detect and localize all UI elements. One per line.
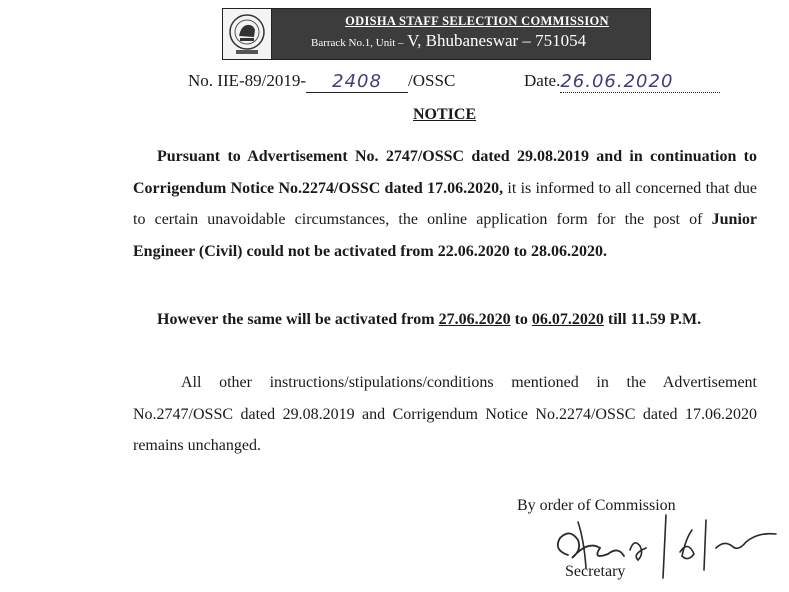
handwritten-date: 26.06.2020 xyxy=(560,71,674,92)
activation-end-date: 06.07.2020 xyxy=(531,311,604,328)
secretary-designation: Secretary xyxy=(565,563,626,580)
odisha-emblem-icon xyxy=(223,9,272,59)
reference-prefix: No. IIE-89/2019- xyxy=(188,71,307,90)
paragraph-2 xyxy=(133,304,757,336)
paragraph-3-text: All other instructions/stipulations/conditions mentioned in the Advertisement No.2747/OSSC dated 29.08.2019 and Corrigendum Notice No.2274/OSSC dated 17.06.2020 remains unchanged. xyxy=(133,374,757,454)
paragraph-1 xyxy=(133,141,757,267)
organization-name: ODISHA STAFF SELECTION COMMISSION xyxy=(345,14,609,28)
reference-line xyxy=(0,68,789,98)
address-main: V, Bhubaneswar – 751054 xyxy=(407,31,587,50)
notice-heading: NOTICE xyxy=(413,106,477,123)
handwritten-number: 2408 xyxy=(332,71,382,92)
address-prefix: Barrack No.1, Unit – xyxy=(311,37,404,49)
paragraph-2-part1: However the same will be activated from xyxy=(157,311,439,328)
organization-address xyxy=(311,31,641,51)
reference-number xyxy=(188,70,455,92)
reference-suffix: /OSSC xyxy=(408,71,456,90)
paragraph-3 xyxy=(133,367,757,462)
paragraph-1-text: it is informed to all concerned that due to certain unavoidable circumstances, the online application form for the post of xyxy=(133,179,757,228)
paragraph-2-part2: to xyxy=(510,311,532,328)
reference-date xyxy=(524,70,720,92)
paragraph-1-bold-lead: Pursuant to Advertisement No. 2747/OSSC dated 29.08.2019 and in continuation to Corrigendum Notice No.2274/OSSC dated 17.06.2020, xyxy=(133,148,757,197)
activation-start-date: 27.06.2020 xyxy=(438,311,511,328)
paragraph-1-bold-tail: Junior Engineer (Civil) could not be activated from 22.06.2020 to 28.06.2020. xyxy=(133,211,757,260)
letterhead xyxy=(222,8,651,60)
paragraph-2-part3: till 11.59 P.M. xyxy=(603,311,702,328)
order-line: By order of Commission xyxy=(517,497,676,514)
date-label: Date. xyxy=(524,71,561,90)
